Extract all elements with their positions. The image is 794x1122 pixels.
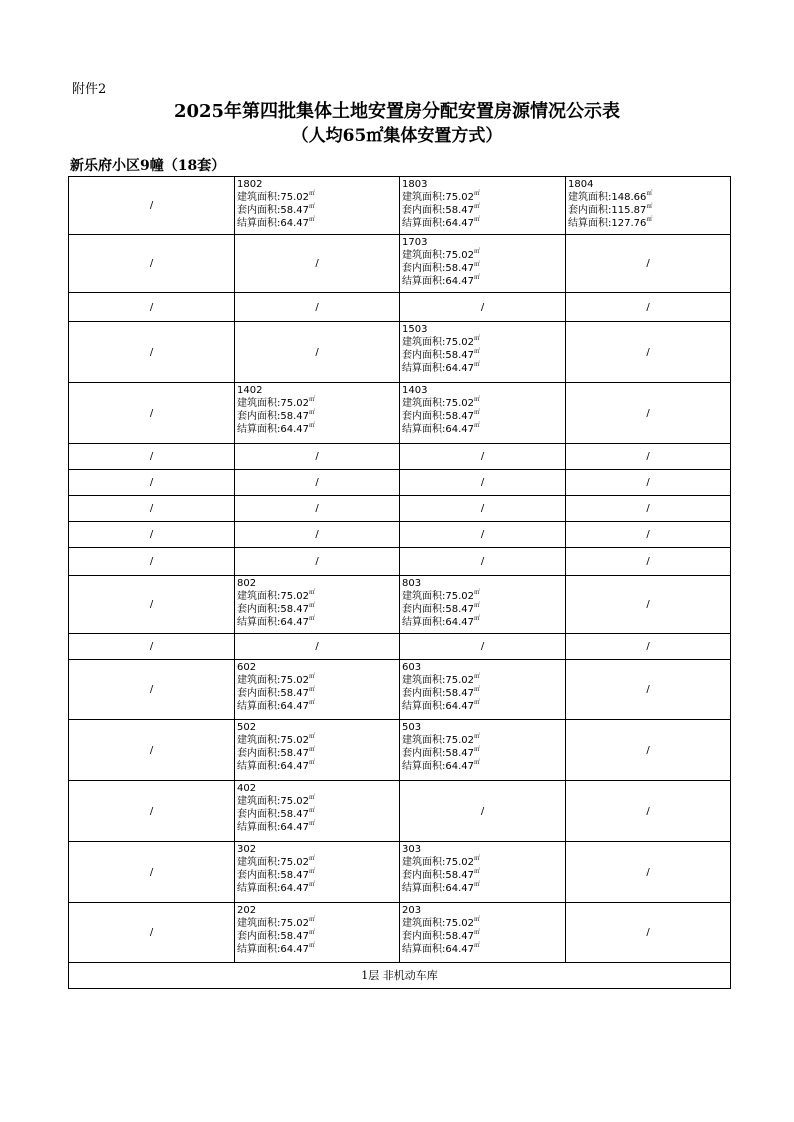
- area-build: 建筑面积:75.02㎡: [402, 673, 481, 686]
- empty-cell: /: [400, 444, 566, 470]
- area-inner: 套内面积:58.47㎡: [402, 261, 481, 274]
- area-settle: 结算面积:64.47㎡: [237, 820, 316, 833]
- area-inner: 套内面积:115.87㎡: [568, 203, 653, 216]
- empty-cell: /: [400, 496, 566, 522]
- empty-cell: /: [566, 470, 731, 496]
- area-settle: 结算面积:64.47㎡: [237, 216, 316, 229]
- sqm-unit: ㎡: [474, 589, 481, 596]
- area-settle: 结算面积:64.47㎡: [402, 615, 481, 628]
- empty-cell: /: [235, 496, 400, 522]
- table-row: [69, 903, 731, 963]
- area-build: 建筑面积:75.02㎡: [237, 396, 316, 409]
- empty-cell: /: [235, 293, 400, 322]
- empty-cell: /: [566, 235, 731, 293]
- sqm-unit: ㎡: [646, 190, 653, 197]
- table-row: [69, 470, 731, 496]
- unit-cell: [235, 842, 400, 903]
- unit-cell: [400, 322, 566, 383]
- empty-cell: /: [400, 781, 566, 842]
- empty-cell: /: [566, 322, 731, 383]
- area-settle: 结算面积:127.76㎡: [568, 216, 653, 229]
- area-build: 建筑面积:75.02㎡: [402, 396, 481, 409]
- area-build: 建筑面积:75.02㎡: [402, 335, 481, 348]
- area-build: 建筑面积:75.02㎡: [402, 248, 481, 261]
- empty-cell: /: [400, 548, 566, 576]
- footer-row: [69, 963, 731, 989]
- area-build: 建筑面积:75.02㎡: [402, 190, 481, 203]
- sqm-unit: ㎡: [474, 733, 481, 740]
- unit-cell: [235, 903, 400, 963]
- unit-cell: [235, 720, 400, 781]
- sqm-unit: ㎡: [309, 942, 316, 949]
- table-row: [69, 177, 731, 235]
- unit-cell: [400, 383, 566, 444]
- sqm-unit: ㎡: [474, 261, 481, 268]
- empty-cell: /: [400, 293, 566, 322]
- unit-cell: [235, 576, 400, 634]
- unit-number: 1804: [568, 179, 594, 190]
- sqm-unit: ㎡: [646, 216, 653, 223]
- section-heading: 新乐府小区9幢（18套）: [70, 158, 226, 174]
- empty-cell: /: [566, 903, 731, 963]
- empty-cell: /: [69, 383, 235, 444]
- area-build: 建筑面积:75.02㎡: [237, 589, 316, 602]
- housing-table: [68, 176, 731, 989]
- sqm-unit: ㎡: [309, 673, 316, 680]
- sqm-unit: ㎡: [474, 422, 481, 429]
- area-inner: 套内面积:58.47㎡: [237, 686, 316, 699]
- area-inner: 套内面积:58.47㎡: [237, 746, 316, 759]
- sqm-unit: ㎡: [474, 699, 481, 706]
- unit-number: 402: [237, 783, 257, 794]
- empty-cell: /: [69, 903, 235, 963]
- unit-number: 1503: [402, 324, 428, 335]
- empty-cell: /: [235, 548, 400, 576]
- sqm-unit: ㎡: [309, 868, 316, 875]
- sqm-unit: ㎡: [309, 820, 316, 827]
- sqm-unit: ㎡: [309, 929, 316, 936]
- sqm-unit: ㎡: [309, 190, 316, 197]
- unit-cell: [235, 781, 400, 842]
- unit-cell: [400, 660, 566, 720]
- area-build: 建筑面积:75.02㎡: [237, 916, 316, 929]
- unit-cell: [400, 720, 566, 781]
- area-build: 建筑面积:75.02㎡: [237, 855, 316, 868]
- area-settle: 结算面积:64.47㎡: [237, 881, 316, 894]
- area-inner: 套内面积:58.47㎡: [402, 746, 481, 759]
- area-inner: 套内面积:58.47㎡: [237, 807, 316, 820]
- sqm-unit: ㎡: [309, 759, 316, 766]
- area-build: 建筑面积:148.66㎡: [568, 190, 653, 203]
- unit-number: 603: [402, 662, 422, 673]
- sqm-unit: ㎡: [474, 396, 481, 403]
- sqm-unit: ㎡: [474, 602, 481, 609]
- unit-number: 503: [402, 722, 422, 733]
- empty-cell: /: [566, 444, 731, 470]
- empty-cell: /: [69, 522, 235, 548]
- area-build: 建筑面积:75.02㎡: [237, 794, 316, 807]
- table-row: [69, 842, 731, 903]
- sqm-unit: ㎡: [474, 203, 481, 210]
- page-subtitle: （人均65㎡集体安置方式）: [291, 126, 503, 146]
- area-settle: 结算面积:64.47㎡: [402, 422, 481, 435]
- empty-cell: /: [69, 293, 235, 322]
- empty-cell: /: [69, 322, 235, 383]
- empty-cell: /: [69, 660, 235, 720]
- sqm-unit: ㎡: [474, 929, 481, 936]
- sqm-unit: ㎡: [309, 203, 316, 210]
- empty-cell: /: [69, 634, 235, 660]
- sqm-unit: ㎡: [309, 409, 316, 416]
- unit-cell: [400, 903, 566, 963]
- empty-cell: /: [235, 522, 400, 548]
- area-build: 建筑面积:75.02㎡: [402, 589, 481, 602]
- page-title: 2025年第四批集体土地安置房分配安置房源情况公示表: [173, 101, 621, 122]
- area-settle: 结算面积:64.47㎡: [402, 361, 481, 374]
- area-build: 建筑面积:75.02㎡: [237, 673, 316, 686]
- area-inner: 套内面积:58.47㎡: [237, 868, 316, 881]
- sqm-unit: ㎡: [474, 746, 481, 753]
- area-settle: 结算面积:64.47㎡: [402, 942, 481, 955]
- sqm-unit: ㎡: [309, 686, 316, 693]
- unit-cell: [400, 842, 566, 903]
- area-inner: 套内面积:58.47㎡: [402, 868, 481, 881]
- empty-cell: /: [566, 781, 731, 842]
- empty-cell: /: [69, 842, 235, 903]
- area-settle: 结算面积:64.47㎡: [402, 274, 481, 287]
- area-settle: 结算面积:64.47㎡: [237, 615, 316, 628]
- sqm-unit: ㎡: [474, 190, 481, 197]
- empty-cell: /: [400, 470, 566, 496]
- unit-cell: [566, 177, 731, 235]
- area-inner: 套内面积:58.47㎡: [237, 929, 316, 942]
- area-build: 建筑面积:75.02㎡: [402, 855, 481, 868]
- area-settle: 结算面积:64.47㎡: [237, 942, 316, 955]
- empty-cell: /: [69, 235, 235, 293]
- empty-cell: /: [69, 548, 235, 576]
- table-row: [69, 720, 731, 781]
- sqm-unit: ㎡: [474, 335, 481, 342]
- sqm-unit: ㎡: [474, 942, 481, 949]
- unit-cell: [235, 660, 400, 720]
- unit-number: 203: [402, 905, 422, 916]
- unit-number: 1703: [402, 237, 428, 248]
- sqm-unit: ㎡: [309, 916, 316, 923]
- sqm-unit: ㎡: [309, 602, 316, 609]
- empty-cell: /: [69, 781, 235, 842]
- sqm-unit: ㎡: [474, 916, 481, 923]
- sqm-unit: ㎡: [309, 794, 316, 801]
- sqm-unit: ㎡: [646, 203, 653, 210]
- area-inner: 套内面积:58.47㎡: [402, 602, 481, 615]
- area-build: 建筑面积:75.02㎡: [237, 733, 316, 746]
- sqm-unit: ㎡: [474, 868, 481, 875]
- empty-cell: /: [566, 383, 731, 444]
- empty-cell: /: [69, 444, 235, 470]
- area-build: 建筑面积:75.02㎡: [402, 916, 481, 929]
- empty-cell: /: [69, 720, 235, 781]
- area-settle: 结算面积:64.47㎡: [402, 216, 481, 229]
- attachment-label: 附件2: [72, 82, 107, 97]
- sqm-unit: ㎡: [309, 855, 316, 862]
- area-inner: 套内面积:58.47㎡: [237, 203, 316, 216]
- unit-number: 202: [237, 905, 257, 916]
- area-inner: 套内面积:58.47㎡: [402, 409, 481, 422]
- sqm-unit: ㎡: [474, 881, 481, 888]
- empty-cell: /: [235, 634, 400, 660]
- table-row: [69, 383, 731, 444]
- sqm-unit: ㎡: [474, 673, 481, 680]
- area-settle: 结算面积:64.47㎡: [402, 759, 481, 772]
- unit-number: 302: [237, 844, 257, 855]
- sqm-unit: ㎡: [474, 409, 481, 416]
- table-row: [69, 235, 731, 293]
- sqm-unit: ㎡: [309, 699, 316, 706]
- unit-number: 602: [237, 662, 257, 673]
- table-row: [69, 322, 731, 383]
- sqm-unit: ㎡: [474, 855, 481, 862]
- area-settle: 结算面积:64.47㎡: [402, 881, 481, 894]
- empty-cell: /: [566, 576, 731, 634]
- empty-cell: /: [566, 522, 731, 548]
- area-settle: 结算面积:64.47㎡: [402, 699, 481, 712]
- empty-cell: /: [69, 496, 235, 522]
- empty-cell: /: [566, 720, 731, 781]
- unit-number: 1803: [402, 179, 428, 190]
- unit-cell: [235, 177, 400, 235]
- unit-number: 1802: [237, 179, 263, 190]
- sqm-unit: ㎡: [309, 746, 316, 753]
- area-inner: 套内面积:58.47㎡: [402, 686, 481, 699]
- empty-cell: /: [566, 293, 731, 322]
- sqm-unit: ㎡: [474, 216, 481, 223]
- unit-number: 303: [402, 844, 422, 855]
- empty-cell: /: [69, 576, 235, 634]
- sqm-unit: ㎡: [474, 248, 481, 255]
- sqm-unit: ㎡: [474, 759, 481, 766]
- unit-cell: [400, 576, 566, 634]
- table-row: [69, 548, 731, 576]
- empty-cell: /: [566, 842, 731, 903]
- area-build: 建筑面积:75.02㎡: [402, 733, 481, 746]
- area-inner: 套内面积:58.47㎡: [402, 929, 481, 942]
- table-row: [69, 660, 731, 720]
- sqm-unit: ㎡: [474, 274, 481, 281]
- sqm-unit: ㎡: [309, 615, 316, 622]
- table-row: [69, 444, 731, 470]
- unit-number: 803: [402, 578, 422, 589]
- empty-cell: /: [566, 496, 731, 522]
- empty-cell: /: [235, 235, 400, 293]
- unit-cell: [400, 177, 566, 235]
- empty-cell: /: [566, 660, 731, 720]
- table-row: [69, 576, 731, 634]
- area-build: 建筑面积:75.02㎡: [237, 190, 316, 203]
- table-row: [69, 522, 731, 548]
- empty-cell: /: [400, 522, 566, 548]
- unit-cell: [400, 235, 566, 293]
- sqm-unit: ㎡: [309, 216, 316, 223]
- area-inner: 套内面积:58.47㎡: [237, 409, 316, 422]
- sqm-unit: ㎡: [309, 396, 316, 403]
- sqm-unit: ㎡: [309, 589, 316, 596]
- area-inner: 套内面积:58.47㎡: [402, 348, 481, 361]
- sqm-unit: ㎡: [474, 615, 481, 622]
- area-settle: 结算面积:64.47㎡: [237, 422, 316, 435]
- sqm-unit: ㎡: [309, 881, 316, 888]
- sqm-unit: ㎡: [474, 686, 481, 693]
- sqm-unit: ㎡: [309, 807, 316, 814]
- area-inner: 套内面积:58.47㎡: [237, 602, 316, 615]
- table-row: [69, 293, 731, 322]
- unit-cell: [235, 383, 400, 444]
- empty-cell: /: [69, 177, 235, 235]
- empty-cell: /: [400, 634, 566, 660]
- empty-cell: /: [69, 470, 235, 496]
- unit-number: 802: [237, 578, 257, 589]
- sqm-unit: ㎡: [474, 361, 481, 368]
- area-inner: 套内面积:58.47㎡: [402, 203, 481, 216]
- empty-cell: /: [566, 548, 731, 576]
- sqm-unit: ㎡: [474, 348, 481, 355]
- empty-cell: /: [566, 634, 731, 660]
- table-row: [69, 496, 731, 522]
- sqm-unit: ㎡: [309, 422, 316, 429]
- area-settle: 结算面积:64.47㎡: [237, 699, 316, 712]
- unit-number: 1402: [237, 385, 263, 396]
- table-row: [69, 634, 731, 660]
- sqm-unit: ㎡: [309, 733, 316, 740]
- empty-cell: /: [235, 444, 400, 470]
- unit-number: 502: [237, 722, 257, 733]
- footer-cell: 1层 非机动车库: [69, 963, 731, 989]
- unit-number: 1403: [402, 385, 428, 396]
- area-settle: 结算面积:64.47㎡: [237, 759, 316, 772]
- empty-cell: /: [235, 322, 400, 383]
- table-row: [69, 781, 731, 842]
- empty-cell: /: [235, 470, 400, 496]
